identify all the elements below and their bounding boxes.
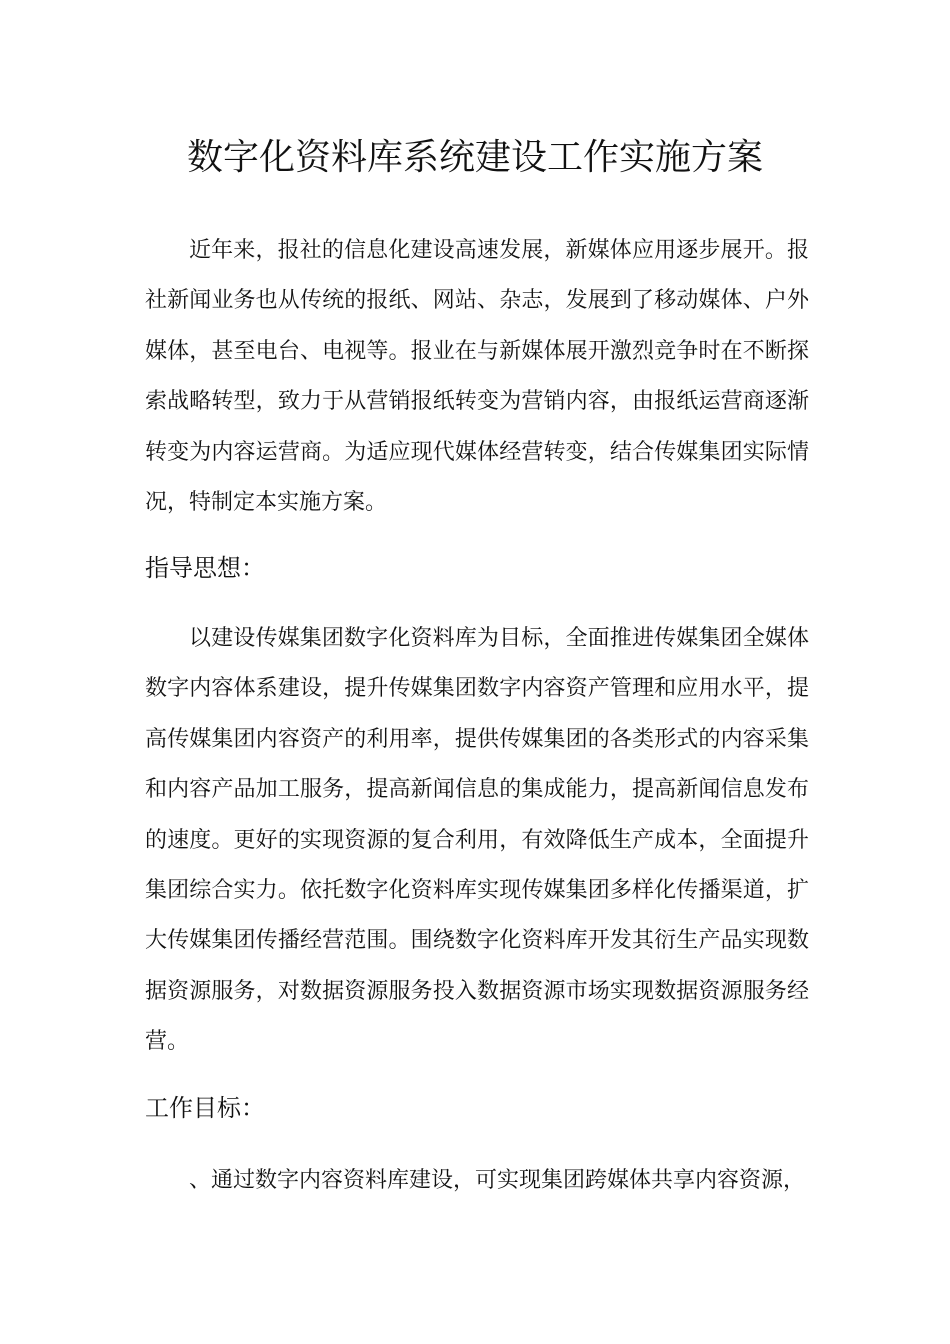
work-goals-paragraph: 、通过数字内容资料库建设，可实现集团跨媒体共享内容资源， — [189, 1168, 806, 1193]
section-heading-guiding-ideology: 指导思想： — [145, 554, 265, 582]
guiding-ideology-paragraph: 以建设传媒集团数字化资料库为目标，全面推进传媒集团全媒体数字内容体系建设，提升传媒集团数字内容资产管理和应用水平，提高传媒集团内容资产的利用率，提供传媒集团的各类形式的内容采集和内容产品加工服务，提高新闻信息的集成能力，提高新闻信息发布的速度。更好的实现资源的复合利用，有效降低生产成本，全面提升集团综合实力。依托数字化资料库实现传媒集团多样化传播渠道，扩大传媒集团传播经营范围。围绕数字化资料库开发其衍生产品实现数据资源服务，对数据资源服务投入数据资源市场实现数据资源服务经营。 — [145, 626, 809, 1055]
document-title: 数字化资料库系统建设工作实施方案 — [186, 137, 763, 178]
intro-paragraph: 近年来，报社的信息化建设高速发展，新媒体应用逐步展开。报社新闻业务也从传统的报纸、网站、杂志，发展到了移动媒体、户外媒体，甚至电台、电视等。报业在与新媒体展开激烈竞争时在不断探索战略转型，致力于从营销报纸转变为营销内容，由报纸运营商逐渐转变为内容运营商。为适应现代媒体经营转变，结合传媒集团实际情况，特制定本实施方案。 — [145, 238, 809, 516]
section-heading-work-goals: 工作目标： — [145, 1094, 265, 1122]
